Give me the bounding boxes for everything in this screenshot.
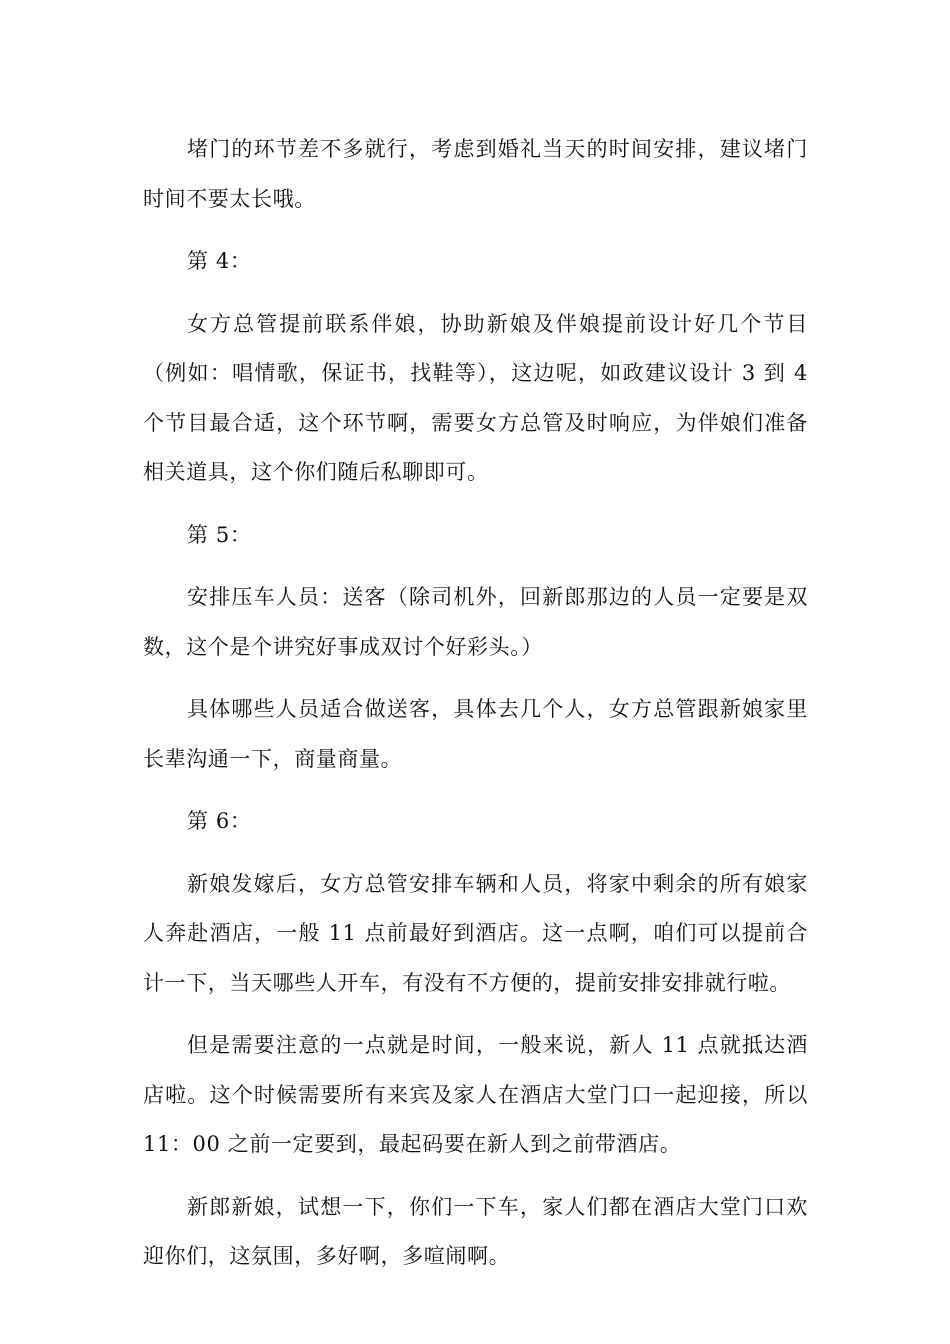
paragraph-door-blocking: 堵门的环节差不多就行，考虑到婚礼当天的时间安排，建议堵门时间不要太长哦。 [143, 137, 808, 211]
paragraph-escort-arrangement: 安排压车人员：送客（除司机外，回新郎那边的人员一定要是双数，这个是个讲究好事成双讨个好彩头。） [143, 585, 808, 659]
paragraph-welcome-scene: 新郎新娘，试想一下，你们一下车，家人们都在酒店大堂门口欢迎你们，这氛围，多好啊，多喧闹啊。 [143, 1194, 808, 1268]
document-body [143, 125, 808, 1295]
paragraph-escort-discussion: 具体哪些人员适合做送客，具体去几个人，女方总管跟新娘家里长辈沟通一下，商量商量。 [143, 697, 808, 771]
section-heading-4: 第 4： [187, 249, 252, 273]
paragraph-bridesmaid-programs: 女方总管提前联系伴娘，协助新娘及伴娘提前设计好几个节目（例如：唱情歌，保证书，找鞋等），这边呢，如政建议设计 3 到 4 个节目最合适，这个环节啊，需要女方总管及时响应，为伴娘们准备相关道具，这个你们随后私聊即可。 [143, 311, 808, 484]
paragraph-family-to-hotel: 新娘发嫁后，女方总管安排车辆和人员，将家中剩余的所有娘家人奔赴酒店，一般 11 点前最好到酒店。这一点啊，咱们可以提前合计一下，当天哪些人开车，有没有不方便的，提前安排安排就行啦。 [143, 871, 808, 995]
paragraph-arrival-time: 但是需要注意的一点就是时间，一般来说，新人 11 点就抵达酒店啦。这个时候需要所有来宾及家人在酒店大堂门口一起迎接，所以 11：00 之前一定要到，最起码要在新人到之前带酒店。 [143, 1033, 808, 1156]
section-heading-5: 第 5： [187, 522, 252, 547]
section-heading-6: 第 6： [187, 809, 252, 833]
